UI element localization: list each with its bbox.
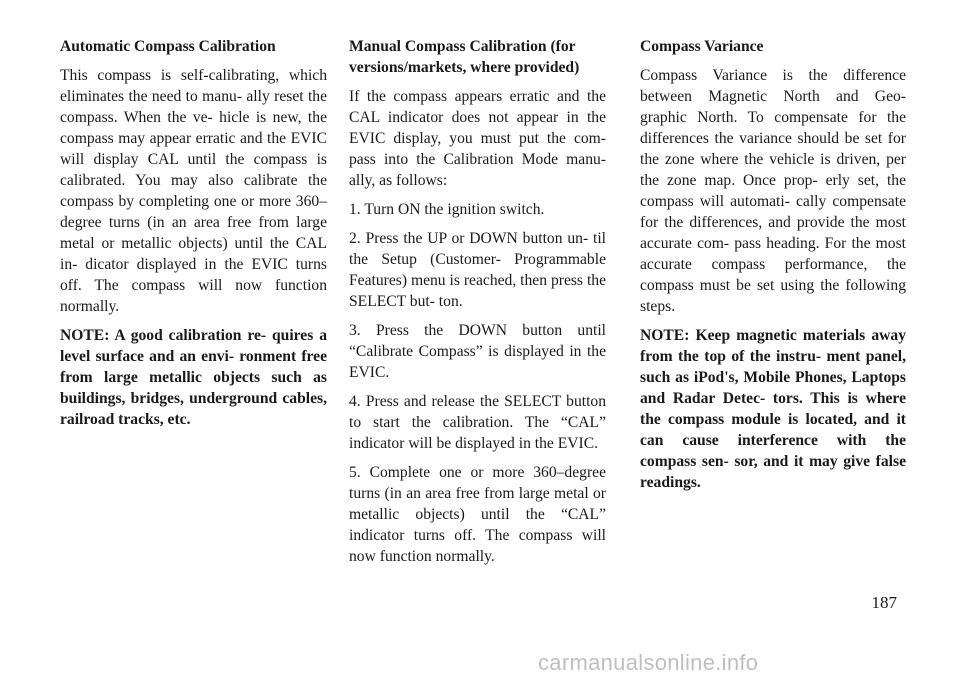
automatic-calibration-body: This compass is self-calibrating, which eliminates the need to manu- ally reset the compass. When the ve- hicle is new, the compass may appear erratic and the EVIC will display CAL until the compass is calibrated. You may also calibrate the compass by completing one or more 360–degree turns (in an area free from large metal or metallic objects) until the CAL in- dicator displayed in the EVIC turns off. The compass will now function normally. [60,67,327,315]
page-number: 187 [871,593,897,612]
manual-calibration-intro: If the compass appears erratic and the CAL indicator does not appear in the EVIC display, you must put the com- pass into the Calibration Mode manu- ally, as follows: [349,88,606,189]
column-automatic-calibration [60,36,327,438]
compass-variance-body: Compass Variance is the difference between Magnetic North and Geo- graphic North. To compensate for the differences the variance should be set for the zone where the vehicle is driven, per the zone map. Once prop- erly set, the compass will automati- cally compensate for the differences, and provide the most accurate com- pass heading. For the most accurate compass performance, the compass must be set using the following steps. [640,67,906,315]
compass-variance-heading: Compass Variance [640,38,764,55]
column-compass-variance [640,36,906,501]
step-text: Turn ON the ignition switch. [364,201,545,218]
automatic-calibration-heading: Automatic Compass Calibration [60,38,276,55]
step-text: Press the DOWN button until “Calibrate Compass” is displayed in the EVIC. [349,322,606,381]
watermark: carmanualsonline.info [538,650,759,675]
step-3 [349,320,606,383]
step-5 [349,462,606,567]
step-1 [349,199,606,220]
column-manual-calibration [349,36,606,575]
step-text: Press and release the SELECT button to start the calibration. The “CAL” indicator will be displayed in the EVIC. [349,393,606,452]
step-text: Complete one or more 360–degree turns (in an area free from large metal or metallic objects) until the “CAL” indicator turns off. The compass will now function normally. [349,464,606,565]
compass-variance-note: NOTE: Keep magnetic materials away from the top of the instru- ment panel, such as iPod's, Mobile Phones, Laptops and Radar Detec- tors. This is where the compass module is located, and it can cause interference with the compass sen- sor, and it may give false readings. [640,327,906,491]
step-number: 3. [349,322,361,339]
step-number: 2. [349,230,361,247]
manual-calibration-heading: Manual Compass Calibration (for versions/markets, where provided) [349,38,580,76]
step-number: 1. [349,201,361,218]
step-4 [349,391,606,454]
step-number: 4. [349,393,361,410]
step-number: 5. [349,464,361,481]
step-text: Press the UP or DOWN button un- til the Setup (Customer- Programmable Features) menu is reached, then press the SELECT but- ton. [349,230,606,310]
step-2 [349,228,606,312]
automatic-calibration-note: NOTE: A good calibration re- quires a level surface and an envi- ronment free from large metallic objects such as buildings, bridges, underground cables, railroad tracks, etc. [60,327,327,428]
